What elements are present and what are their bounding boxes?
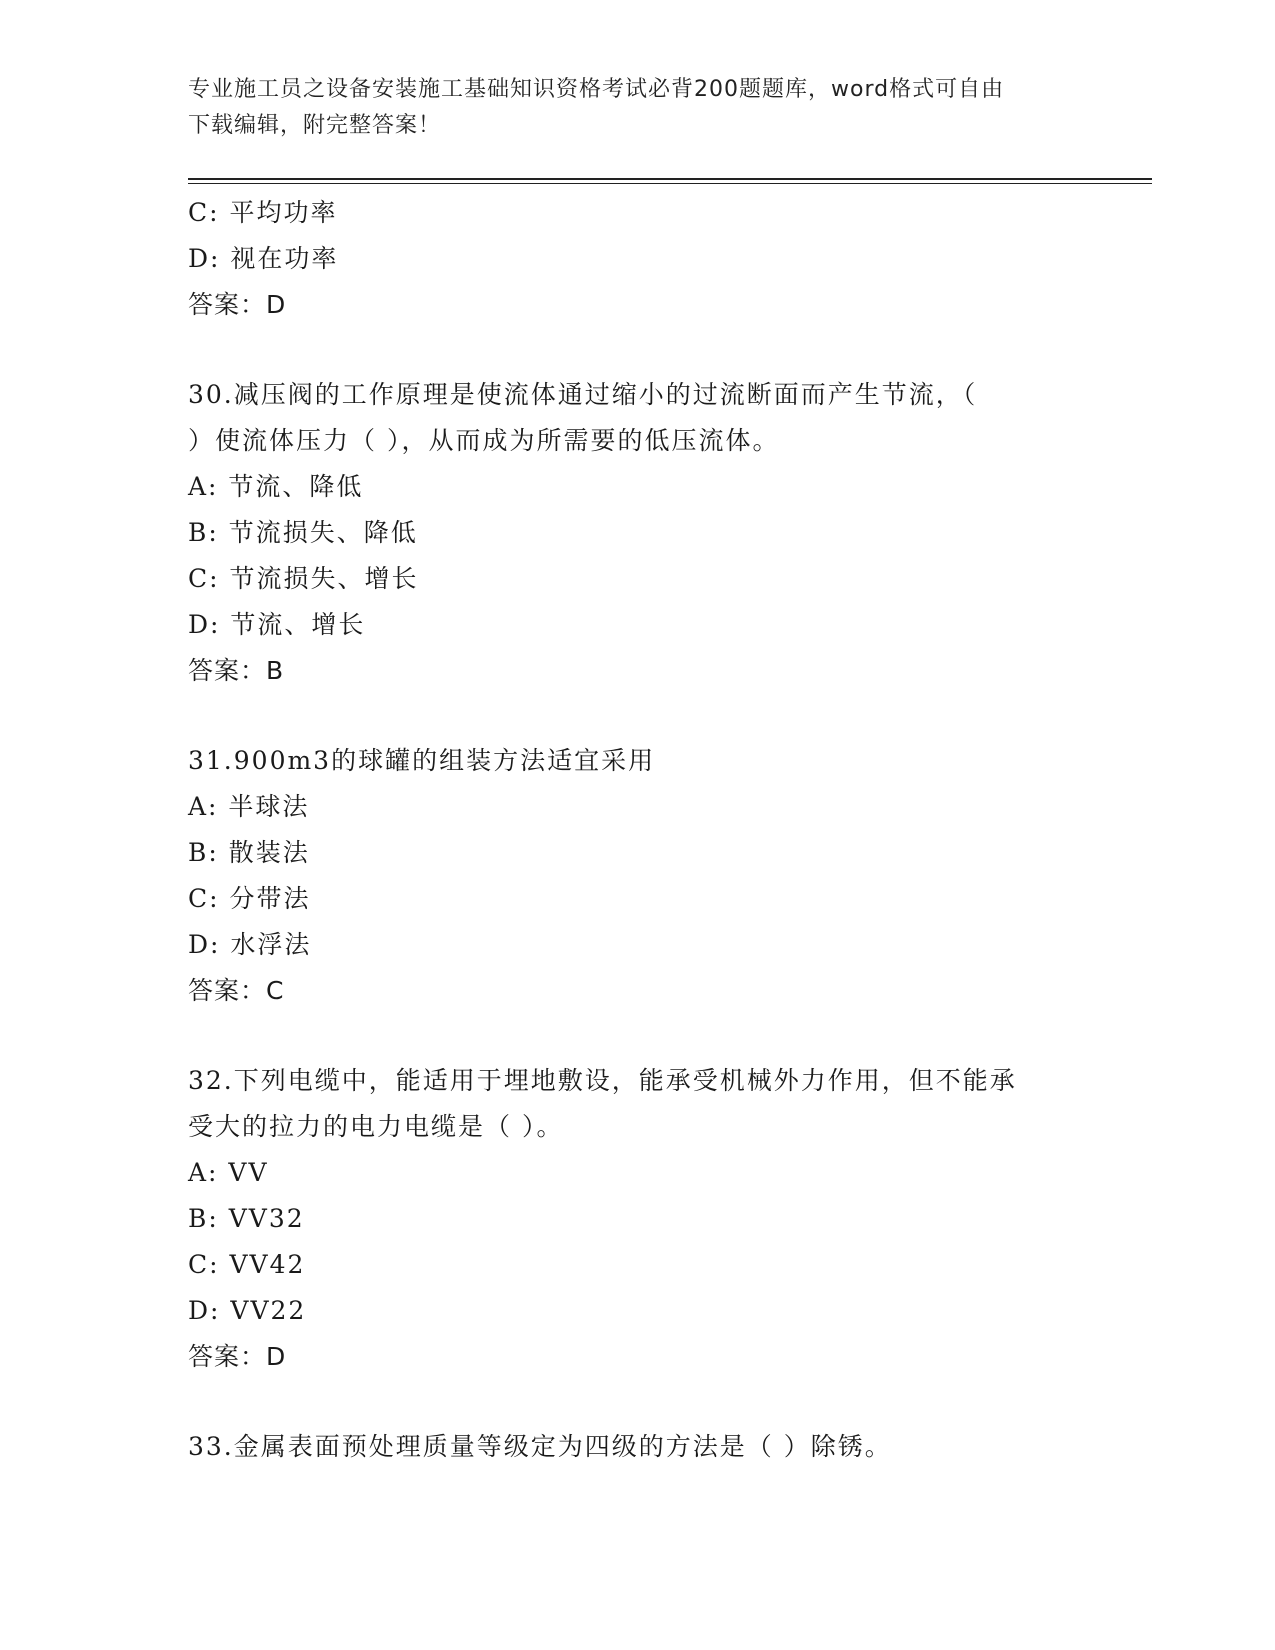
option-b: B: 节流损失、降低: [188, 518, 418, 547]
option-a: A: VV: [188, 1158, 269, 1187]
question-32-line-1: 32.下列电缆中，能适用于埋地敷设，能承受机械外力作用，但不能承: [188, 1066, 1017, 1095]
header-line-1: 专业施工员之设备安装施工基础知识资格考试必背200题题库，word格式可自由: [188, 77, 1005, 102]
option-a: A: 节流、降低: [188, 472, 364, 501]
option-d: D: 节流、增长: [188, 610, 366, 639]
question-30-line-1: 30.减压阀的工作原理是使流体通过缩小的过流断面而产生节流，（: [188, 380, 978, 409]
question-31-line-1: 31.900m3的球罐的组装方法适宜采用: [188, 746, 656, 775]
question-content: [188, 190, 1088, 1470]
option-b: B: VV32: [188, 1204, 305, 1233]
option-c: C: VV42: [188, 1250, 306, 1279]
spacer: [188, 1380, 1088, 1424]
header-line-2: 下载编辑，附完整答案！: [188, 113, 442, 138]
option-c: C: 分带法: [188, 884, 311, 913]
option-c: C: 节流损失、增长: [188, 564, 419, 593]
document-header: [188, 72, 1088, 144]
option-c: C: 平均功率: [188, 198, 338, 227]
option-a: A: 半球法: [188, 792, 310, 821]
spacer: [188, 328, 1088, 372]
question-30-line-2: ）使流体压力（ ），从而成为所需要的低压流体。: [188, 426, 780, 455]
answer-line: 答案：D: [188, 1342, 287, 1371]
answer-line: 答案：D: [188, 290, 287, 319]
option-d: D: 视在功率: [188, 244, 339, 273]
spacer: [188, 694, 1088, 738]
option-d: D: 水浮法: [188, 930, 312, 959]
answer-line: 答案：C: [188, 976, 285, 1005]
question-32-line-2: 受大的拉力的电力电缆是（ ）。: [188, 1112, 564, 1141]
option-d: D: VV22: [188, 1296, 307, 1325]
header-divider-thin: [188, 183, 1152, 184]
answer-line: 答案：B: [188, 656, 285, 685]
spacer: [188, 1014, 1088, 1058]
header-divider-thick: [188, 178, 1152, 180]
option-b: B: 散装法: [188, 838, 310, 867]
question-33-line-1: 33.金属表面预处理质量等级定为四级的方法是（ ）除锈。: [188, 1432, 892, 1461]
